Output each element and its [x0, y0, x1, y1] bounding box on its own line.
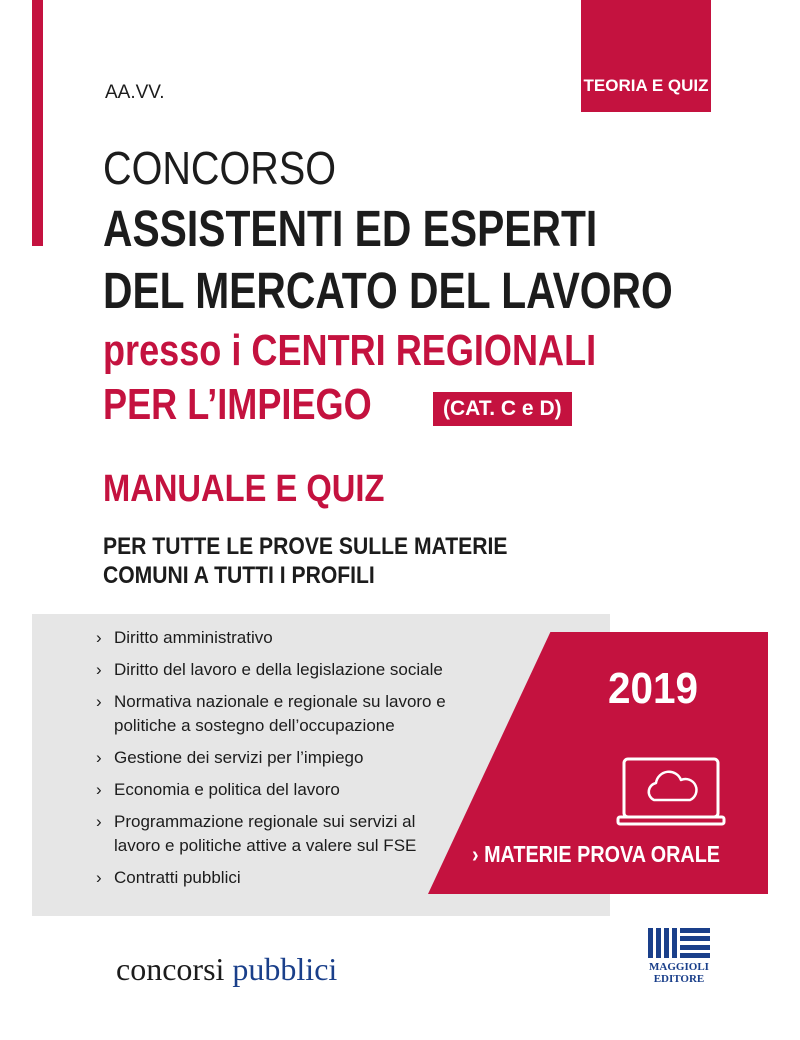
topic-item — [96, 810, 444, 858]
teoria-quiz-badge: TEORIA E QUIZ — [581, 0, 711, 112]
topic-text: Contratti pubblici — [114, 868, 241, 887]
series-name-part1: concorsi — [116, 951, 233, 987]
bullet-arrow-icon: › — [96, 812, 102, 831]
topic-item — [96, 658, 516, 682]
topic-item — [96, 778, 516, 802]
publisher-subtitle: EDITORE — [653, 973, 705, 985]
topic-text: Normativa nazionale e regionale su lavoro e politiche a sostegno dell’occupazione — [114, 692, 446, 735]
topic-text: Gestione dei servizi per l’impiego — [114, 748, 364, 767]
purpose-line-2: COMUNI A TUTTI I PROFILI — [103, 562, 375, 589]
bullet-arrow-icon: › — [96, 748, 102, 767]
topic-item — [96, 746, 516, 770]
laptop-cloud-icon — [616, 756, 726, 828]
topic-text: Economia e politica del lavoro — [114, 780, 340, 799]
topic-text: Diritto del lavoro e della legislazione sociale — [114, 660, 443, 679]
edition-year: 2019 — [608, 664, 699, 713]
oral-exam-subjects-label: › MATERIE PROVA ORALE — [472, 841, 720, 867]
bullet-arrow-icon: › — [96, 660, 102, 679]
title-line-2: DEL MERCATO DEL LAVORO — [103, 262, 673, 319]
purpose-line-1: PER TUTTE LE PROVE SULLE MATERIE — [103, 533, 508, 560]
bullet-arrow-icon: › — [96, 780, 102, 799]
category-badge: (CAT. C e D) — [433, 392, 572, 426]
subtitle-line-2: PER L’IMPIEGO — [103, 380, 372, 429]
topic-text: Programmazione regionale sui servizi al lavoro e politiche attive a valere sul FSE — [114, 812, 417, 855]
series-name-part2: pubblici — [232, 951, 338, 987]
topic-item — [96, 690, 454, 738]
publisher-logo — [644, 928, 714, 988]
bullet-arrow-icon: › — [96, 692, 102, 711]
title-kicker: CONCORSO — [103, 142, 336, 194]
title-line-1: ASSISTENTI ED ESPERTI — [103, 200, 598, 257]
manual-heading: MANUALE E QUIZ — [103, 468, 385, 510]
topic-item — [96, 626, 516, 650]
series-name — [116, 951, 337, 988]
left-accent-bar — [32, 0, 43, 246]
bullet-arrow-icon: › — [96, 628, 102, 647]
author: AA.VV. — [105, 82, 165, 103]
subtitle-line-1: presso i CENTRI REGIONALI — [103, 326, 597, 375]
bullet-arrow-icon: › — [96, 868, 102, 887]
publisher-name: MAGGIOLI — [649, 961, 709, 973]
topic-text: Diritto amministrativo — [114, 628, 273, 647]
publisher-logo-icon — [648, 928, 710, 958]
